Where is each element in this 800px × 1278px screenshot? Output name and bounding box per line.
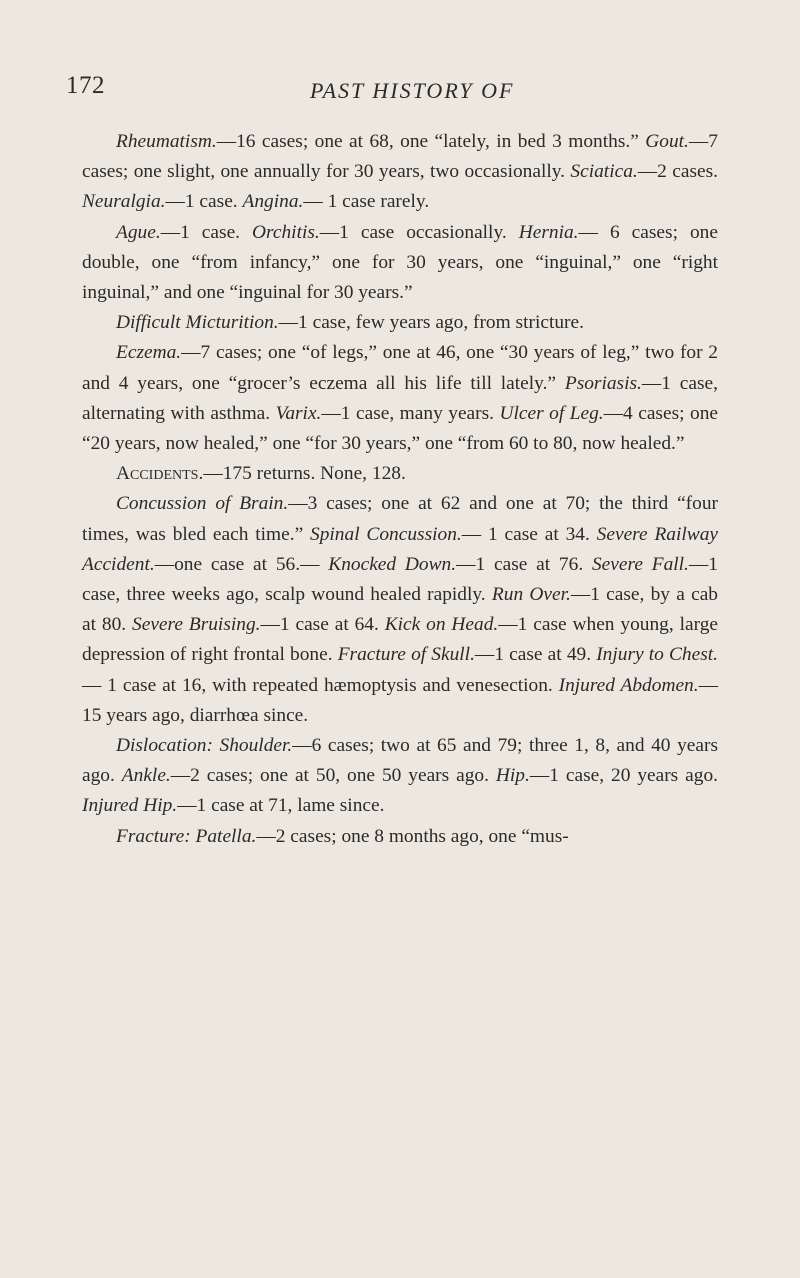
heading-term: Hip. xyxy=(495,765,530,787)
heading-term: Ulcer of Leg. xyxy=(499,402,604,424)
heading-term: Severe Railway Accident. xyxy=(82,523,719,575)
page-number: 172 xyxy=(66,72,105,99)
text-run: —1 case, by a cab at 80. xyxy=(82,584,718,636)
text-run: —1 case, alternating with asthma. xyxy=(82,372,718,424)
text-run: —1 case at 64. xyxy=(260,614,385,636)
heading-term: Ankle. xyxy=(121,765,171,787)
text-run: —1 case, three weeks ago, scalp wound healed rapidly. xyxy=(82,553,718,606)
text-run: — 6 cases; one double, one “from infancy,” one for 30 years, one “inguinal,” one “right inguinal,” and one “inguinal for 30 years.” xyxy=(82,221,718,304)
text-run: —1 case at 49. xyxy=(474,644,597,666)
heading-term: Angina. xyxy=(242,191,304,213)
heading-term: Rheumatism. xyxy=(116,131,217,152)
heading-term: Injured Abdomen. xyxy=(558,674,699,696)
heading-term: Severe Fall. xyxy=(591,553,689,575)
text-run: —2 cases. xyxy=(637,161,718,183)
text-run: — 1 case at 16, with repeated hæmoptysis and venesection. xyxy=(82,674,559,696)
text-run: —7 cases; one “of legs,” one at 46, one “30 years of leg,” two for 2 and 4 years, one “grocer’s eczema all his life till lately.” xyxy=(82,342,718,394)
heading-term: Knocked Down. xyxy=(328,553,457,575)
paragraph-concussion xyxy=(82,489,718,731)
text-run: —6 cases; two at 65 and 79; three 1, 8, and 40 years ago. xyxy=(82,735,718,787)
section-heading: Accidents. xyxy=(116,463,204,485)
heading-term: Injury to Chest. xyxy=(596,644,719,666)
heading-term: Dislocation: Shoulder. xyxy=(116,735,293,757)
heading-term: Difficult Micturition. xyxy=(116,312,279,334)
heading-term: Kick on Head. xyxy=(384,614,499,636)
heading-term: Concussion of Brain. xyxy=(116,493,289,515)
text-run: —1 case, many years. xyxy=(321,402,500,424)
heading-term: Varix. xyxy=(275,402,322,424)
text-run: —4 cases; one “20 years, now healed,” one “for 30 years,” one “from 60 to 80, now healed.” xyxy=(82,402,718,455)
page-header xyxy=(0,72,800,112)
paragraph-ague xyxy=(82,218,718,309)
text-run: —15 years ago, diarrhœa since. xyxy=(82,674,718,726)
heading-term: Fracture: Patella. xyxy=(116,825,257,847)
text-run: —1 case, few years ago, from stricture. xyxy=(278,312,584,334)
text-run: —2 cases; one 8 months ago, one “mus- xyxy=(256,825,569,847)
text-run: —1 case. xyxy=(165,191,243,213)
heading-term: Spinal Concussion. xyxy=(310,523,462,545)
heading-term: Severe Bruising. xyxy=(132,614,261,636)
text-run: — 1 case rarely. xyxy=(303,191,430,213)
text-run: —1 case at 76. xyxy=(456,553,592,575)
text-run: —1 case occasionally. xyxy=(319,221,519,243)
heading-term: Gout. xyxy=(645,131,689,152)
paragraph-dislocation xyxy=(82,731,718,822)
running-head: PAST HISTORY OF xyxy=(310,78,515,103)
body-text xyxy=(82,127,718,852)
text-run: —2 cases; one at 50, one 50 years ago. xyxy=(170,765,496,787)
heading-term: Hernia. xyxy=(518,221,579,243)
heading-term: Eczema. xyxy=(116,342,182,364)
text-run: —1 case, 20 years ago. xyxy=(529,765,719,787)
paragraph-micturition xyxy=(82,308,718,338)
heading-term: Injured Hip. xyxy=(82,795,178,817)
heading-term: Run Over. xyxy=(491,584,571,606)
paragraph-accidents xyxy=(82,459,718,489)
text-run: —one case at 56.— xyxy=(154,553,329,575)
text-run: —175 returns. None, 128. xyxy=(203,463,406,485)
text-run: — 1 case at 34. xyxy=(461,523,597,545)
heading-term: Sciatica. xyxy=(570,161,638,183)
heading-term: Orchitis. xyxy=(252,221,320,243)
paragraph-rheumatism xyxy=(82,127,718,218)
text-run: —7 cases; one slight, one annually for 30 years, two occasionally. xyxy=(82,131,718,183)
heading-term: Neuralgia. xyxy=(82,191,166,213)
paragraph-fracture xyxy=(82,822,718,852)
heading-term: Psoriasis. xyxy=(564,372,642,394)
heading-term: Fracture of Skull. xyxy=(337,644,475,666)
text-run: —1 case when young, large depression of right frontal bone. xyxy=(82,614,718,666)
text-run: —1 case at 71, lame since. xyxy=(177,795,385,817)
text-run: —16 cases; one at 68, one “lately, in bed 3 months.” xyxy=(216,131,646,152)
heading-term: Ague. xyxy=(116,221,161,243)
text-run: —1 case. xyxy=(160,221,253,243)
text-run: —3 cases; one at 62 and one at 70; the third “four times, was bled each time.” xyxy=(82,493,718,545)
paragraph-eczema xyxy=(82,338,718,459)
